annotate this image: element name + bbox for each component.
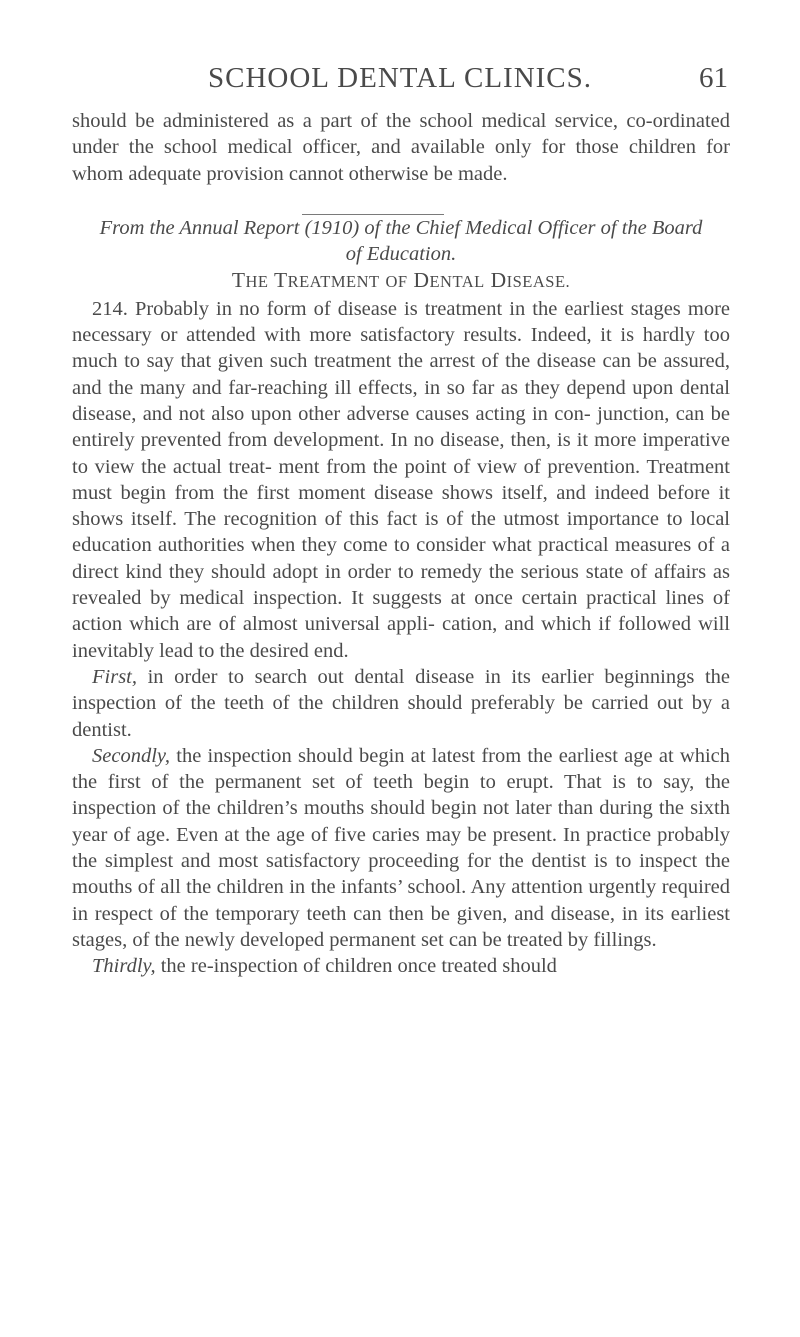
- paragraph-214: [72, 296, 730, 664]
- heading-cap: T: [231, 268, 246, 293]
- section-heading: [72, 267, 730, 295]
- intro-paragraph: should be administered as a part of the school medical service, co-ordinated under the school medical officer, and available only for those children for whom adequate provision cannot otherwise be made.: [72, 110, 730, 185]
- paragraph-lead: Thirdly,: [92, 955, 156, 978]
- paragraph-text: 214. Probably in no form of disease is treatment in the earliest stages more necessary or attended with more satisfactory results. Indeed, it is hardly too much to say that given such treatment the arrest of the disease can be assured, and the many and far-reaching ill effects, in so far as they depend upon dental disease, and not also upon other adverse causes acting in con- junction, can be entirely prevented from development. In no disease, then, is it more imperative to view the actual treat- ment from the point of view of prevention. Treatment must begin from the first moment disease shows itself, and indeed before it shows itself. The recognition of this fact is of the utmost importance to local education authorities when they come to consider what practical measures of a direct kind they should adopt in order to remedy the serious state of affairs as revealed by medical inspection. It suggests at once certain practical lines of action which are of almost universal appli- cation, and which if followed will inevitably lead to the desired end.: [72, 297, 730, 662]
- source-note: From the Annual Report (1910) of the Chief Medical Officer of the Board of Education.: [99, 216, 703, 266]
- heading-smallcaps: OF: [385, 272, 408, 292]
- paragraph-text: in order to search out dental disease in its earlier beginnings the inspection of the teeth of the children should preferably be carried out by a dentist.: [72, 665, 730, 741]
- paragraph-text: the re-inspection of children once treated should: [155, 955, 557, 978]
- paragraph-secondly: [72, 743, 730, 953]
- paragraph-first: [72, 664, 730, 743]
- running-head: SCHOOL DENTAL CLINICS.: [207, 62, 593, 94]
- paragraph-lead: First,: [92, 665, 137, 688]
- heading-cap: D: [490, 268, 507, 293]
- heading-smallcaps: REATMENT: [287, 272, 380, 292]
- paragraph-thirdly: [72, 953, 730, 979]
- page-header: [0, 62, 800, 96]
- page-number: 61: [699, 62, 728, 94]
- heading-cap: D: [413, 268, 430, 293]
- heading-cap: T: [273, 268, 288, 293]
- heading-smallcaps: HE: [245, 272, 269, 292]
- heading-smallcaps: ISEASE.: [506, 272, 571, 292]
- body-text: [72, 108, 730, 980]
- paragraph-lead: Secondly,: [92, 744, 170, 767]
- heading-smallcaps: ENTAL: [429, 272, 485, 292]
- paragraph-text: the inspection should begin at latest from the earliest age at which the first of the permanent set of teeth begin to erupt. That is to say, the inspection of the children’s mouths should begin not later than during the sixth year of age. Even at the age of five caries may be present. In practice probably the simplest and most satisfactory proceeding for the dentist is to inspect the mouths of all the children in the infants’ school. Any attention urgently required in respect of the temporary teeth can then be given, and disease, in its earliest stages, of the newly developed permanent set can be treated by fillings.: [72, 744, 730, 951]
